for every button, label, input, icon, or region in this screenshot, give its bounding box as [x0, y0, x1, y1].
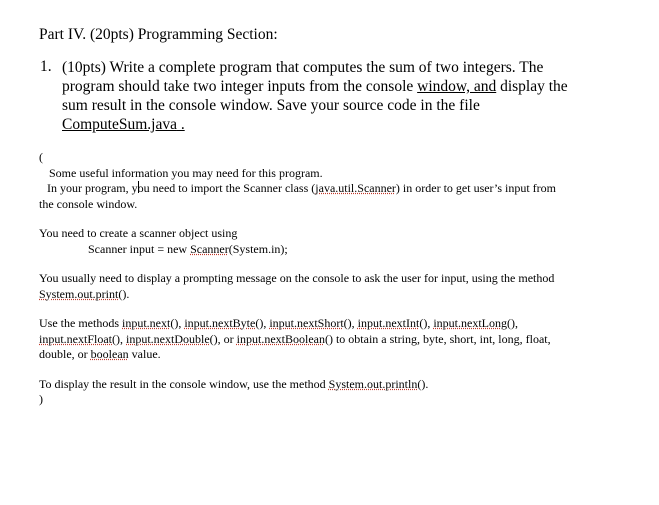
part-heading: Part IV. (20pts) Programming Section:	[39, 26, 278, 43]
scanner-class: Scanner	[190, 241, 229, 256]
open-paren: (	[39, 150, 43, 164]
import-class: java.util.Scanner	[315, 181, 396, 195]
prompt-line-1: You usually need to display a prompting message on the console to ask the user for input, using the method	[39, 271, 555, 285]
methods-line-3: double, or boolean value.	[39, 347, 161, 361]
info-block	[39, 150, 629, 408]
question-line-4	[62, 115, 622, 134]
methods-line-2: input.nextFloat(), input.nextDouble(), or input.nextBoolean() to obtain a string, byte, short, int, long, float,	[39, 331, 551, 346]
import-line: In your program, you need to import the Scanner class (java.util.Scanner) in order to get user’s input from	[47, 181, 556, 195]
question-line-1: (10pts) Write a complete program that computes the sum of two integers. The	[62, 59, 544, 76]
question-text	[62, 58, 622, 134]
question-number: 1.	[40, 58, 52, 75]
filename-suffix: .	[176, 116, 185, 133]
close-paren: )	[39, 392, 43, 406]
question-line-2: program should take two integer inputs from the console window, and display the	[62, 78, 568, 95]
prompt-method: System.out.print	[39, 286, 119, 301]
result-line: To display the result in the console window, use the method System.out.println().	[39, 376, 429, 391]
question-line-3: sum result in the console window. Save your source code in the file	[62, 97, 480, 114]
useful-info-line: Some useful information you may need for this program.	[49, 165, 323, 180]
filename: ComputeSum.java	[62, 116, 177, 133]
result-method: System.out.println	[328, 376, 418, 391]
create-scanner-line: You need to create a scanner object using	[39, 226, 238, 240]
scanner-code-line: Scanner input = new Scanner(System.in);	[88, 241, 288, 256]
prompt-line-2: System.out.print().	[39, 286, 130, 301]
import-line-2: the console window.	[39, 196, 138, 211]
methods-line-1: Use the methods input.next(), input.nextByte(), input.nextShort(), input.nextInt(), input.nextLong(),	[39, 316, 519, 330]
